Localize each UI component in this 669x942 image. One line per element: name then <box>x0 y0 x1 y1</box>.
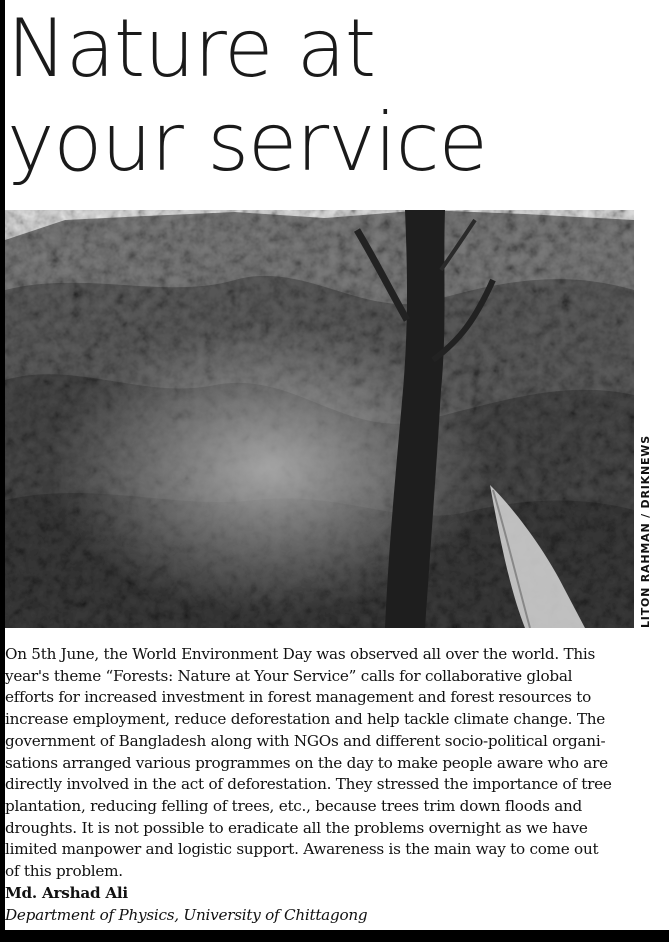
letter-signoff <box>5 882 367 926</box>
letter-line: of this problem. <box>5 862 123 881</box>
headline <box>7 2 487 190</box>
letter-line: sations arranged various programmes on the day to make people aware who are <box>5 753 608 772</box>
letter-line: On 5th June, the World Environment Day was observed all over the world. This <box>5 645 596 663</box>
letter-line: plantation, reducing felling of trees, etc., because trees trim down floods and <box>5 796 582 815</box>
headline-line-2: your service <box>7 96 487 189</box>
letter-line: year's theme “Forests: Nature at Your Service” calls for collaborative global <box>5 666 573 685</box>
forest-photo <box>5 210 634 628</box>
forest-photo-image <box>5 210 634 628</box>
letter-line: increase employment, reduce deforestation and help tackle climate change. The <box>5 710 605 729</box>
letter-line: efforts for increased investment in forest management and forest resources to <box>5 688 591 707</box>
photo-credit: LITON RAHMAN / DRIKNEWS <box>639 435 652 628</box>
letter-body <box>5 644 645 883</box>
letter-line: government of Bangladesh along with NGOs and different socio-political organi- <box>5 731 606 750</box>
letter-line: limited manpower and logistic support. Awareness is the main way to come out <box>5 840 599 859</box>
letter-line: droughts. It is not possible to eradicate all the problems overnight as we have <box>5 818 588 837</box>
letter-line: directly involved in the act of deforestation. They stressed the importance of tree <box>5 775 612 794</box>
author-name: Md. Arshad Ali <box>5 884 128 902</box>
headline-line-1: Nature at <box>7 2 376 95</box>
letter-page <box>5 0 669 930</box>
author-affiliation: Department of Physics, University of Chittagong <box>5 906 368 924</box>
